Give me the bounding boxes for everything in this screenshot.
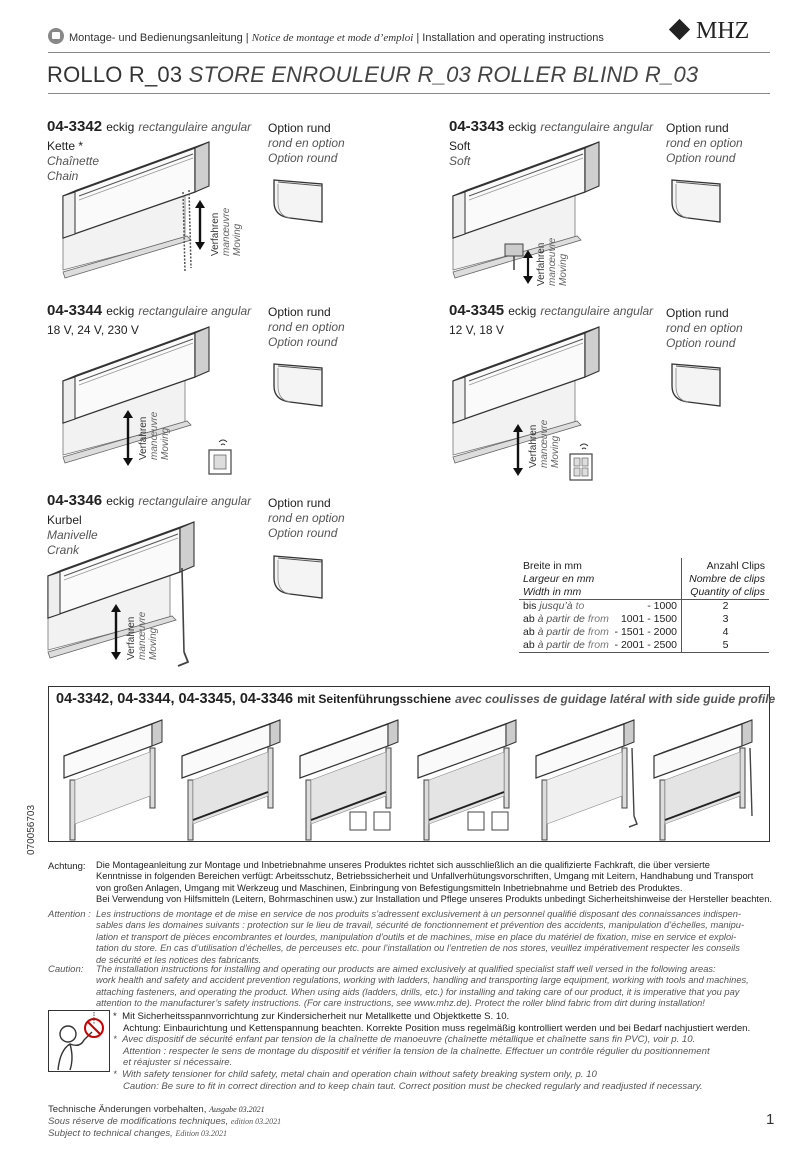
safety-fr-1: Avec dispositif de sécurité enfant par tension de la chaînette de manoeuvre (chaînette métallique et chaînette sans fin PVC), voir p. 10. — [122, 1034, 696, 1046]
line: Les instructions de montage et de mise en service de nos produits s’adressent exclusivement à un personnel qualifié disposant des connaissances indispen- — [96, 909, 741, 919]
option-round-1 — [268, 121, 345, 166]
table-row — [519, 626, 769, 639]
opt-fr: rond en option — [268, 511, 345, 525]
eckig: eckig — [106, 304, 135, 318]
footer-fr: Sous réserve de modifications techniques, — [48, 1115, 229, 1127]
line: Kenntnisse in folgenden Bereichen verfügt: Arbeitsschutz, Betriebssicherheit und Unfallverhütungsvorschriften, Umgang mit Leitern, Handhabung und Transport — [96, 871, 754, 882]
head-right-en: Quantity of clips — [690, 586, 765, 598]
code: 04-3346 — [47, 492, 103, 509]
table-row — [519, 600, 769, 614]
note-text-fr — [96, 909, 776, 966]
document-code: 070056703 — [26, 804, 37, 855]
round-cassette-thumb-4 — [670, 356, 720, 414]
round-cassette-thumb-2 — [670, 172, 720, 230]
page-title — [47, 62, 698, 88]
opt-en: Option round — [268, 335, 338, 349]
eckig: eckig — [106, 120, 135, 134]
guide-de: mit Seitenführungsschiene — [297, 692, 452, 706]
table-row — [519, 613, 769, 626]
row-de: ab — [523, 626, 535, 638]
safety-fr-3: et réajuster si nécessaire. — [123, 1057, 233, 1069]
opt-fr: rond en option — [666, 136, 743, 150]
mv-de: Verfahren — [528, 424, 539, 468]
line: The installation instructions for installing and operating our products are aimed exclusively at qualified specialist staff well versed in the following areas: — [96, 964, 716, 974]
row-fr: jusqu’à — [539, 600, 573, 612]
row-range: - 2001 - 2500 — [614, 639, 678, 651]
header-de: Montage- und Bedienungsanleitung — [69, 32, 243, 44]
move-arrow-1 — [194, 200, 206, 250]
note-text-en — [96, 964, 776, 1010]
sub-en: Chain — [47, 169, 79, 183]
guide-codes: 04-3342, 04-3344, 04-3345, 04-3346 — [56, 691, 294, 707]
diamond-icon — [669, 19, 690, 40]
safety-de-2: Achtung: Einbaurichtung und Kettenspannung beachten. Korrekte Position muss regelmäßig kontrolliert werden und bei Bedarf nachjustiert werden. — [123, 1022, 751, 1034]
header-sep-2: | — [416, 32, 420, 44]
sub-de: Soft — [449, 139, 471, 153]
title-fr-en: STORE ENROULEUR R_03 ROLLER BLIND R_03 — [188, 62, 699, 87]
eckig: eckig — [508, 304, 537, 318]
row-range: 1001 - 1500 — [620, 613, 678, 625]
product-code-3345 — [449, 302, 653, 319]
footer-fr-ed: edition 03.2021 — [230, 1116, 282, 1126]
angular-label: rectangulaire angular — [540, 304, 654, 318]
mv-de: Verfahren — [126, 616, 137, 660]
sub-de: 12 V, 18 V — [449, 323, 504, 337]
opt-de: Option rund — [666, 306, 729, 320]
mv-de: Verfahren — [536, 242, 547, 286]
round-cassette-thumb-5 — [272, 548, 322, 606]
angular-label: rectangulaire angular — [138, 494, 252, 508]
table-row — [519, 639, 769, 653]
title-de: ROLLO R_03 — [47, 62, 183, 87]
mv-fr: manœuvre — [149, 411, 160, 460]
product-code-3344 — [47, 302, 251, 319]
row-range: - 1501 - 2000 — [614, 626, 678, 638]
sub-fr: Manivelle — [47, 528, 98, 542]
mv-fr: manœuvre — [547, 237, 558, 286]
row-de: bis — [523, 600, 537, 612]
opt-fr: rond en option — [268, 136, 345, 150]
round-cassette-thumb-1 — [272, 172, 322, 230]
footer-de: Technische Änderungen vorbehalten, — [48, 1104, 207, 1115]
clips-head — [519, 558, 769, 600]
move-arrow-4 — [512, 424, 524, 476]
row-fr: à partir de — [537, 613, 585, 625]
angular-label: rectangulaire angular — [138, 304, 252, 318]
safety-de-1: Mit Sicherheitsspannvorrichtung zur Kindersicherheit nur Metallkette und Objektkette S. 10. — [122, 1011, 510, 1022]
guide-blind-1 — [64, 720, 162, 840]
asterisk: * — [113, 1034, 117, 1046]
asterisk: * — [113, 1068, 117, 1080]
mv-de: Verfahren — [138, 416, 149, 460]
product-code-3343 — [449, 118, 653, 135]
wall-switch-icon-2 — [566, 440, 596, 484]
line: Bei Verwendung von Hilfsmitteln (Leitern, Bohrmaschinen usw.) zur Installation und Pflege unseres Produkts unbedingt Sicherheitshinweise der Hersteller beachten. — [96, 894, 772, 905]
line: lation et transport de pièces encombrantes et lourdes, manipulation d’outils et de machines, mise en place du matériel de fixation, mise en service et exploi- — [96, 931, 737, 942]
option-round-4 — [666, 306, 743, 351]
guide-blind-3 — [300, 720, 398, 840]
manual-icon — [48, 28, 64, 44]
child-safety-icon — [48, 1010, 110, 1072]
opt-en: Option round — [268, 526, 338, 540]
header-sep: | — [245, 32, 249, 44]
round-cassette-thumb-3 — [272, 356, 322, 414]
mv-fr: manœuvre — [137, 611, 148, 660]
product-code-3346 — [47, 492, 251, 509]
child-safety-notes — [113, 1011, 773, 1092]
sub-fr: Soft — [449, 154, 471, 168]
moving-label-5 — [126, 612, 159, 660]
code: 04-3342 — [47, 118, 103, 135]
sub-de: Kette * — [47, 139, 84, 153]
code: 04-3344 — [47, 302, 103, 319]
moving-label-3 — [138, 412, 171, 460]
line: work health and safety and accident prevention regulations, working with ladders, handling and transporting large equipment, working with tools and machines, — [96, 975, 749, 986]
row-en: from — [587, 626, 609, 638]
guide-fr-en: avec coulisses de guidage latéral with side guide profile — [455, 692, 776, 706]
footer-en: Subject to technical changes, — [48, 1127, 173, 1139]
line: sables dans les domaines suivants : protection sur le lieu de travail, sécurité de fonctionnement et prévention des accidents, manipulation d’échelles, manipu- — [96, 920, 745, 931]
angular-label: rectangulaire angular — [138, 120, 252, 134]
move-arrow-2 — [522, 250, 534, 284]
line: attention to the manufacturer’s safety instructions. (For care instructions, see www.mhz.de). Protect the roller blind fabric from dirt during installation! — [96, 998, 705, 1009]
option-round-3 — [268, 305, 345, 350]
header — [48, 28, 604, 44]
guide-blind-4 — [418, 720, 516, 840]
mv-en: Moving — [160, 427, 171, 460]
opt-en: Option round — [666, 151, 736, 165]
moving-label-4 — [528, 420, 561, 468]
line: de sécurité et les notices des fabricants. — [96, 954, 262, 965]
line: tation du store. En cas d’utilisation d’échelles, de perceuses etc. pour l’installation ou l’entretien de nos stores, veuillez impérativement respecter les conseils — [96, 943, 740, 954]
row-de: ab — [523, 613, 535, 625]
guide-blind-6 — [654, 720, 752, 840]
sub-fr: Chaînette — [47, 154, 100, 168]
asterisk: * — [113, 1011, 117, 1022]
move-arrow-5 — [110, 604, 122, 660]
opt-fr: rond en option — [268, 320, 345, 334]
option-round-5 — [268, 496, 345, 541]
mv-fr: manœuvre — [221, 207, 232, 256]
footer — [48, 1104, 281, 1139]
safety-en-1: With safety tensioner for child safety, metal chain and operation chain without safety breaking system only, p. 10 — [122, 1068, 597, 1080]
side-guide-title — [56, 691, 775, 707]
angular-label: rectangulaire angular — [540, 120, 654, 134]
mv-fr: manœuvre — [539, 419, 550, 468]
brand-logo — [672, 18, 749, 45]
row-en: to — [575, 600, 585, 612]
sub-de: Kurbel — [47, 513, 82, 527]
row-en: from — [587, 613, 609, 625]
line: von großen Anlagen, Umgang mit Werkzeug und Maschinen, Einbringung von Befestigungsmitteln Inbetriebnahme und Betrieb des Produktes. — [96, 882, 683, 893]
head-left-de: Breite in mm — [523, 560, 582, 572]
page-number: 1 — [766, 1111, 775, 1128]
opt-en: Option round — [268, 151, 338, 165]
row-fr: à partir de — [537, 639, 585, 651]
opt-de: Option rund — [268, 121, 331, 135]
head-right-de: Anzahl Clips — [706, 560, 765, 572]
product-code-3342 — [47, 118, 251, 135]
head-left-fr: Largeur en mm — [523, 573, 595, 585]
mv-en: Moving — [148, 627, 159, 660]
row-clips: 4 — [682, 626, 769, 639]
row-clips: 5 — [682, 639, 769, 653]
opt-de: Option rund — [666, 121, 729, 135]
note-text-de — [96, 860, 776, 906]
mv-en: Moving — [232, 223, 243, 256]
moving-label-1 — [210, 208, 243, 256]
move-arrow-3 — [122, 410, 134, 466]
opt-de: Option rund — [268, 305, 331, 319]
option-round-2 — [666, 121, 743, 166]
head-right-fr: Nombre de clips — [689, 573, 765, 585]
code: 04-3345 — [449, 302, 505, 319]
eckig: eckig — [106, 494, 135, 508]
moving-label-2 — [536, 238, 569, 286]
line: attaching fasteners, and operating the product. When using aids (ladders, drills, etc.) for installing and taking care of our product, it is imperative that you pay — [96, 986, 740, 997]
note-label-fr: Attention : — [48, 909, 91, 920]
safety-en-2: Caution: Be sure to fit in correct direction and to keep chain taut. Correct position must be checked regularly and readjusted if necessary. — [123, 1080, 703, 1092]
row-de: ab — [523, 639, 535, 651]
opt-en: Option round — [666, 336, 736, 350]
side-guide-illustrations — [52, 712, 767, 842]
row-en: from — [587, 639, 609, 651]
eckig: eckig — [508, 120, 537, 134]
opt-de: Option rund — [268, 496, 331, 510]
mv-de: Verfahren — [210, 212, 221, 256]
header-rule — [48, 52, 770, 53]
mv-en: Moving — [558, 253, 569, 286]
footer-en-ed: Edition 03.2021 — [175, 1128, 228, 1138]
note-label-de: Achtung: — [48, 861, 86, 872]
head-left-en: Width in mm — [523, 586, 582, 598]
header-fr: Notice de montage et mode d’emploi — [251, 32, 414, 44]
row-range: - 1000 — [647, 600, 678, 612]
mv-en: Moving — [550, 435, 561, 468]
note-label-en: Caution: — [48, 964, 84, 975]
clips-table — [519, 558, 769, 653]
line: Die Montageanleitung zur Montage und Inbetriebnahme unseres Produktes richtet sich ausschließlich an die qualifizierte Fachkraft, die über versierte — [96, 860, 710, 870]
row-fr: à partir de — [537, 626, 585, 638]
safety-fr-2: Attention : respecter le sens de montage du dispositif et vérifier la tension de la chaînette. Effectuer un contrôle régulier du positionnement — [123, 1045, 710, 1057]
sub-de: 18 V, 24 V, 230 V — [47, 323, 139, 337]
sub-en: Crank — [47, 543, 80, 557]
footer-de-ed: Ausgabe 03.2021 — [209, 1105, 265, 1114]
title-rule — [48, 93, 770, 94]
wall-switch-icon-1 — [205, 436, 235, 478]
header-en: Installation and operating instructions — [422, 32, 604, 44]
opt-fr: rond en option — [666, 321, 743, 335]
row-clips: 2 — [682, 600, 769, 614]
guide-blind-5 — [536, 720, 637, 840]
code: 04-3343 — [449, 118, 505, 135]
guide-blind-2 — [182, 720, 280, 840]
brand-name: MHZ — [696, 18, 750, 44]
row-clips: 3 — [682, 613, 769, 626]
